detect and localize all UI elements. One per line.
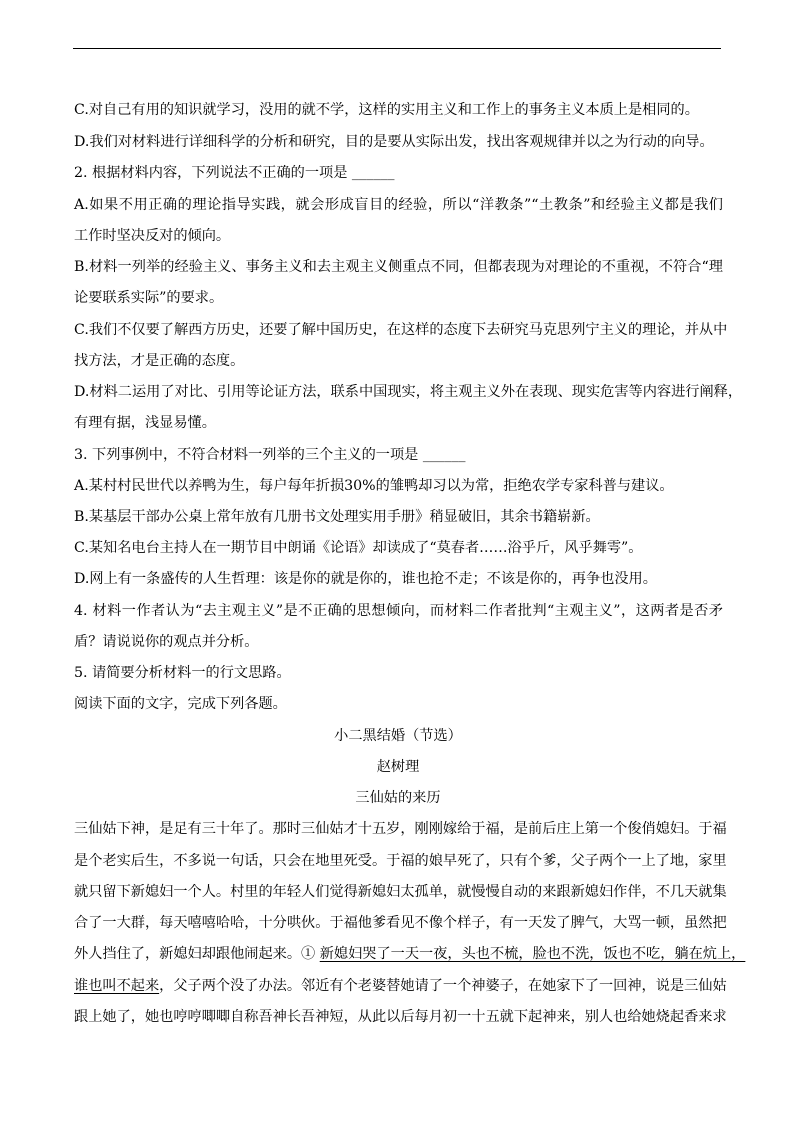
q2-option-c-line1: C.我们不仅要了解西方历史，还要了解中国历史，在这样的态度下去研究马克思列宁主义的理论，并从中 xyxy=(74,322,728,338)
section-heading: 三仙姑的来历 xyxy=(355,790,441,806)
q3-option-a: A.某村村民世代以养鸭为生，每户每年折损30%的雏鸭却习以为常，拒绝农学专家科普与建议。 xyxy=(74,478,674,494)
q3-option-d: D.网上有一条盛传的人生哲理：该是你的就是你的，谁也抢不走；不该是你的，再争也没用。 xyxy=(74,571,657,587)
q1-option-c: C.对自己有用的知识就学习，没用的就不学，这样的实用主义和工作上的事务主义本质上是相同的。 xyxy=(74,102,699,118)
header-rule xyxy=(73,48,721,49)
q2-option-a-line1: A.如果不用正确的理论指导实践，就会形成盲目的经验，所以“洋教条”“土教条”和经验主义都是我们 xyxy=(74,197,723,213)
line5-plain-text: 外人挡住了，新媳妇却跟他闹起来。① xyxy=(74,946,320,962)
story-paragraph-line2: 是个老实后生，不多说一句话，只会在地里死受。于福的娘早死了，只有个爹，父子两个一上了地，家里 xyxy=(74,853,727,869)
q2-option-d-line2: 有理有据，浅显易懂。 xyxy=(74,415,216,431)
line6-plain-text: ，父子两个没了办法。邻近有个老婆替她请了一个神婆子，在她家下了一回神，说是三仙姑 xyxy=(159,978,727,994)
q1-option-d: D.我们对材料进行详细科学的分析和研究，目的是要从实际出发，找出客观规律并以之为行动的向导。 xyxy=(74,134,714,150)
story-paragraph-line7: 跟上她了，她也哼哼唧唧自称吾神长吾神短，从此以后每月初一十五就下起神来，别人也给她烧起香来求 xyxy=(74,1009,727,1025)
q2-option-a-line2: 工作时坚决反对的倾向。 xyxy=(74,228,231,244)
story-title: 小二黑结婚（节选） xyxy=(334,728,462,744)
story-paragraph-line1: 三仙姑下神，是足有三十年了。那时三仙姑才十五岁，刚刚嫁给于福，是前后庄上第一个俊俏媳妇。于福 xyxy=(74,821,727,837)
story-paragraph-line4: 合了一大群，每天嘻嘻哈哈，十分哄伙。于福他爹看见不像个样子，有一天发了脾气，大骂一顿，虽然把 xyxy=(74,915,727,931)
story-paragraph-line6 xyxy=(74,976,734,996)
q2-option-c-line2: 找方法，才是正确的态度。 xyxy=(74,353,245,369)
story-author: 赵树理 xyxy=(376,759,420,775)
q3-option-b: B.某基层干部办公桌上常年放有几册书文处理实用手册》稍显破旧，其余书籍崭新。 xyxy=(74,509,600,525)
underlined-sentence-1-end: 谁也叫不起来 xyxy=(74,978,160,994)
q3-stem: 3. 下列事例中，不符合材料一列举的三个主义的一项是 ______ xyxy=(74,447,466,463)
reading-instruction: 阅读下面的文字，完成下列各题。 xyxy=(74,696,287,712)
q4-line2: 盾？请说说你的观点并分析。 xyxy=(74,634,259,650)
story-paragraph-line5 xyxy=(74,944,746,964)
story-paragraph-line3: 就只留下新媳妇一个人。村里的年轻人们觉得新媳妇太孤单，就慢慢自动的来跟新媳妇作伴，不几天就集 xyxy=(74,884,727,900)
q5: 5. 请简要分析材料一的行文思路。 xyxy=(74,665,291,681)
q2-option-d-line1: D.材料二运用了对比、引用等论证方法，联系中国现实，将主观主义外在表现、现实危害等内容进行阐释， xyxy=(74,384,743,400)
q3-option-c: C.某知名电台主持人在一期节目中朗诵《论语》却读成了“莫春者……浴乎斤，风乎舞雩”。 xyxy=(74,540,643,556)
q4-line1: 4. 材料一作者认为“去主观主义”是不正确的思想倾向，而材料二作者批判“主观主义”，这两者是否矛 xyxy=(74,603,723,619)
q2-option-b-line2: 论要联系实际”的要求。 xyxy=(74,290,224,306)
q2-option-b-line1: B.材料一列举的经验主义、事务主义和去主观主义侧重点不同，但都表现为对理论的不重视，不符合“理 xyxy=(74,259,723,275)
q2-stem: 2. 根据材料内容，下列说法不正确的一项是 ______ xyxy=(74,165,395,181)
underlined-sentence-1: 新媳妇哭了一天一夜，头也不梳，脸也不洗，饭也不吃，躺在炕上， xyxy=(319,946,746,962)
